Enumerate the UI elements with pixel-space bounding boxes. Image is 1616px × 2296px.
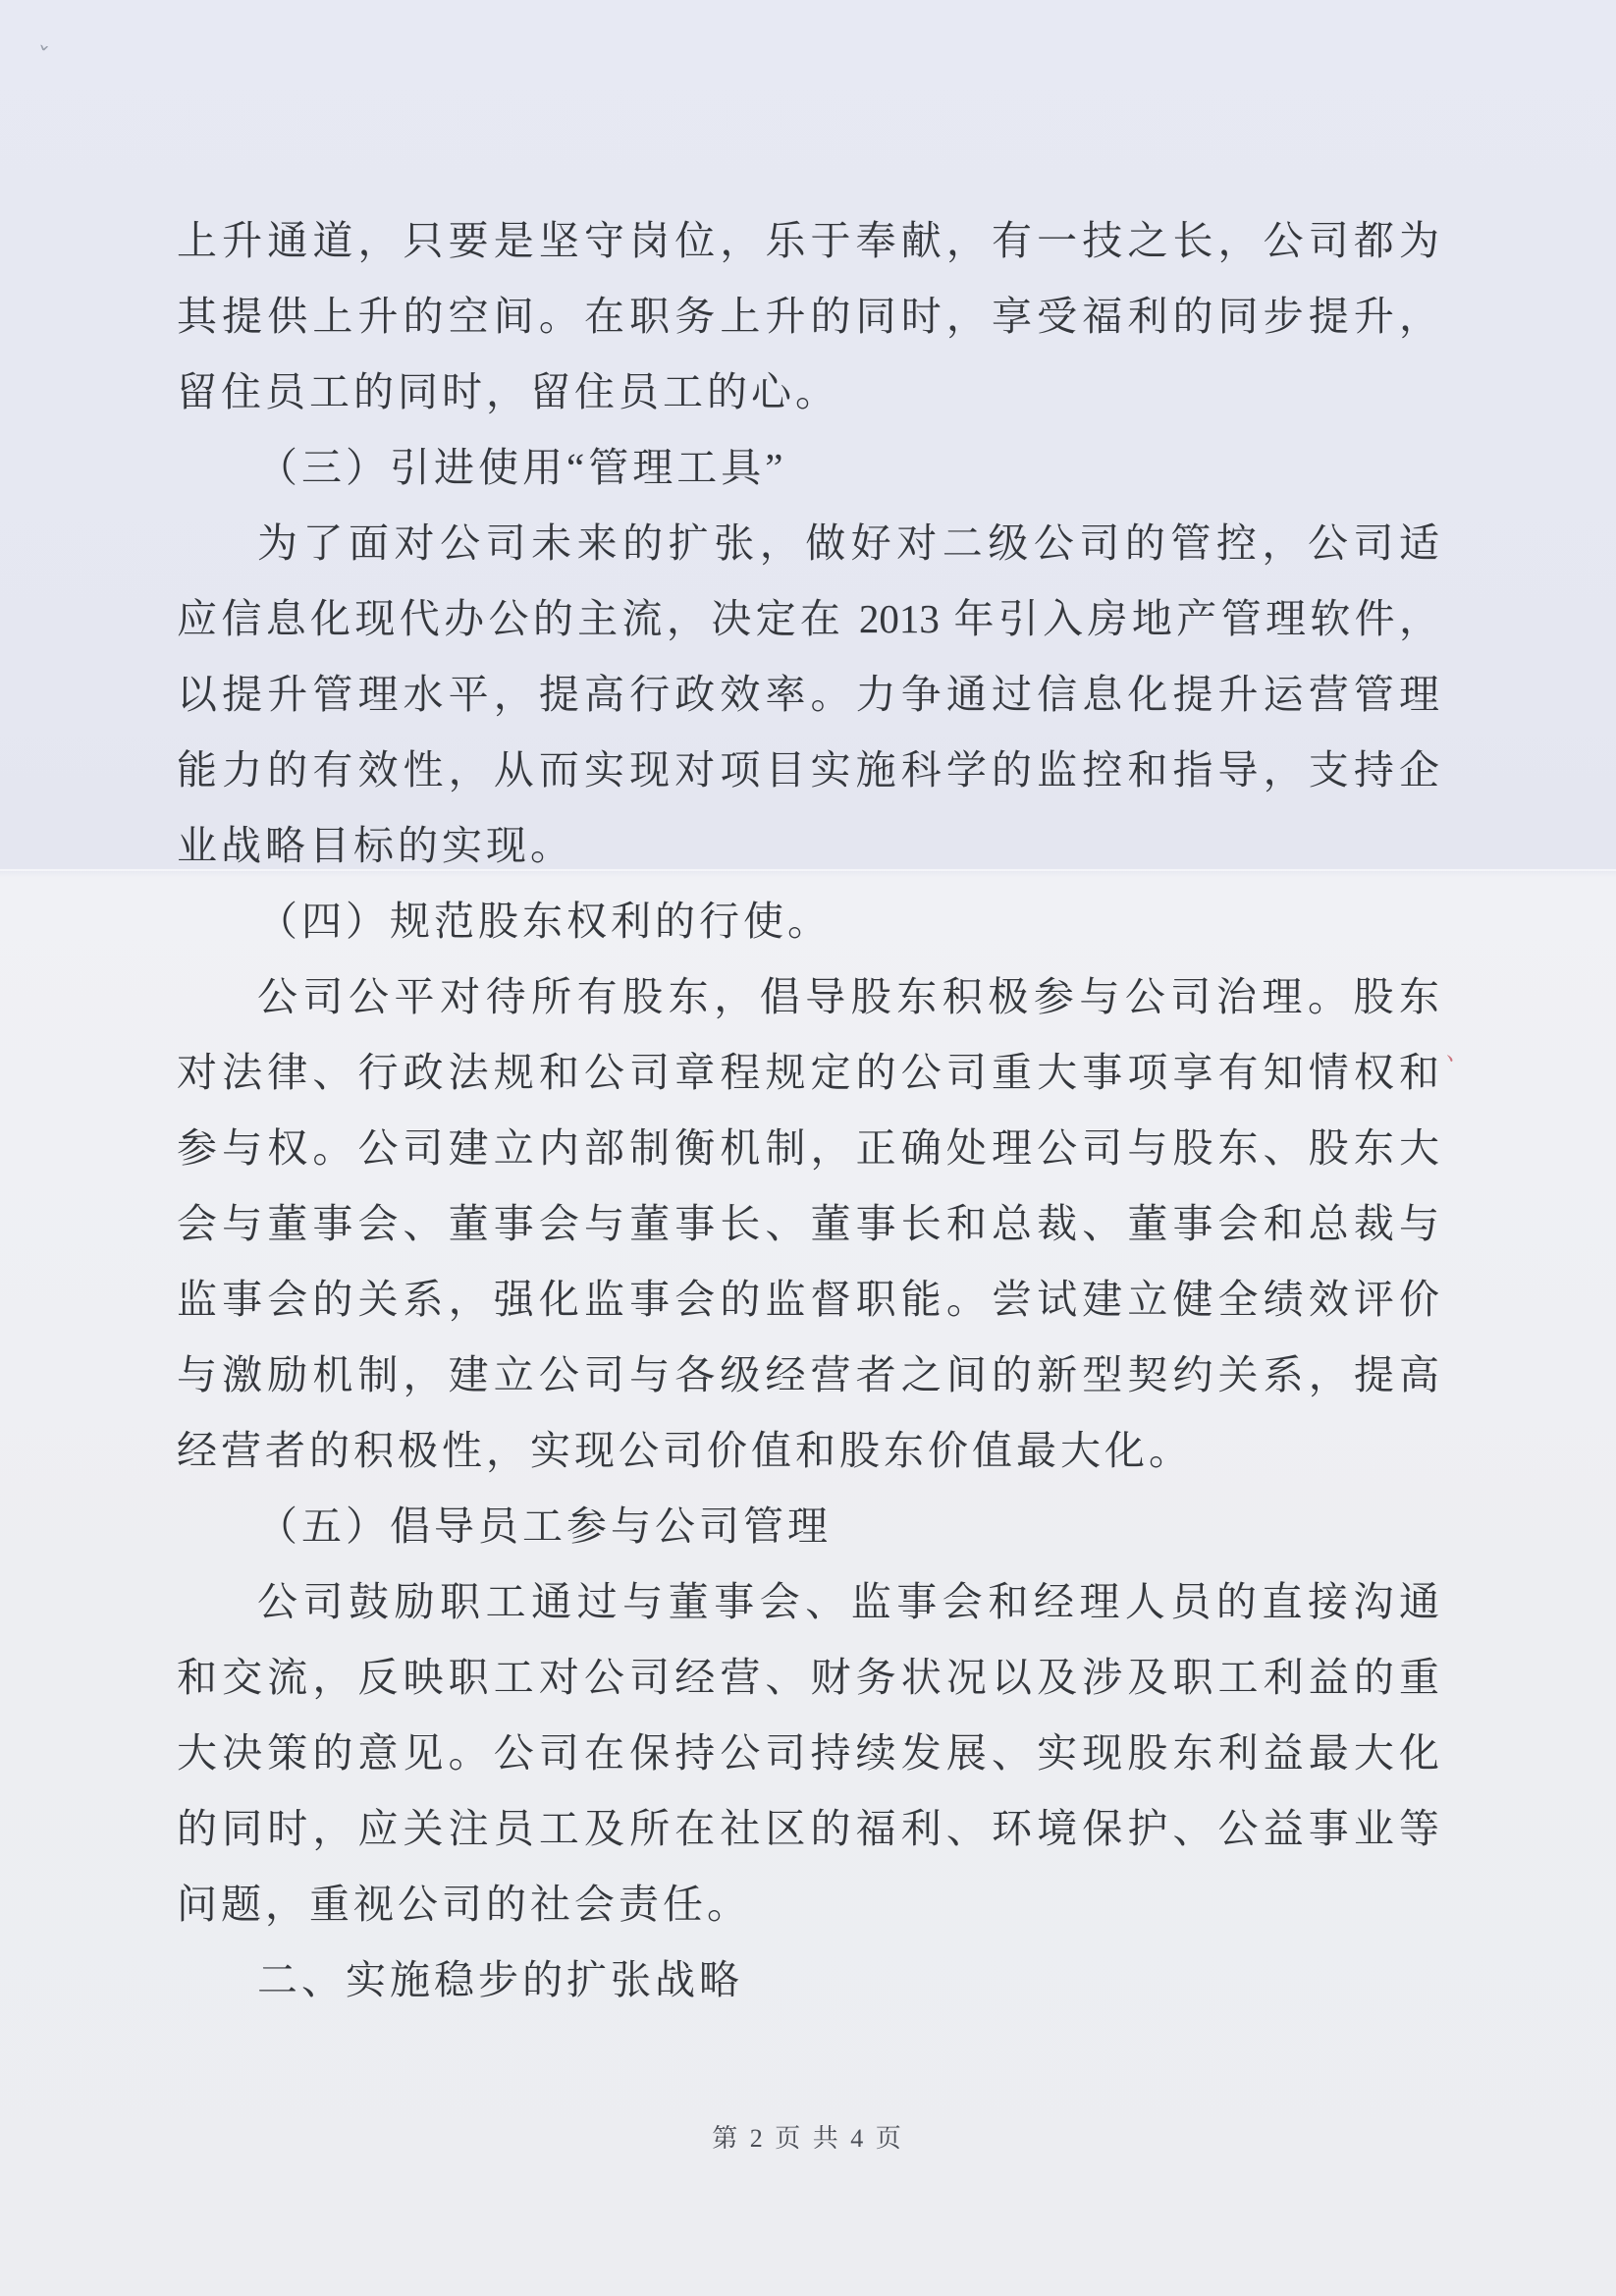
text-line: 大决策的意见。公司在保持公司持续发展、实现股东利益最大化: [177, 1730, 1439, 1776]
text-line: 经营者的积极性，实现公司价值和股东价值最大化。: [177, 1428, 1193, 1473]
page-footer: 第 2 页 共 4 页: [712, 2124, 904, 2153]
section-heading-5: （五）倡导员工参与公司管理: [257, 1503, 832, 1549]
text-line: 对法律、行政法规和公司章程规定的公司重大事项享有知情权和: [177, 1050, 1439, 1095]
text-line: 会与董事会、董事会与董事长、董事长和总裁、董事会和总裁与: [177, 1201, 1439, 1246]
text-line: 的同时，应关注员工及所在社区的福利、环境保护、公益事业等: [177, 1806, 1439, 1851]
stray-pen-mark-icon: ˇ: [32, 41, 51, 75]
text-line: 为了面对公司未来的扩张，做好对二级公司的管控，公司适: [257, 520, 1439, 566]
text-line: 以提升管理水平，提高行政效率。力争通过信息化提升运营管理: [177, 672, 1439, 717]
text-line: 其提供上升的空间。在职务上升的同时，享受福利的同步提升，: [177, 294, 1439, 339]
text-line: 业战略目标的实现。: [177, 823, 574, 868]
section-heading-2-major: 二、实施稳步的扩张战略: [257, 1957, 743, 2002]
red-ink-mark-icon: 、: [1444, 1039, 1473, 1068]
document-body: [177, 203, 1439, 2018]
text-line: 问题，重视公司的社会责任。: [177, 1882, 751, 1927]
text-line: 留住员工的同时，留住员工的心。: [177, 369, 839, 414]
text-line: 参与权。公司建立内部制衡机制，正确处理公司与股东、股东大: [177, 1125, 1439, 1171]
text-line: 与激励机制，建立公司与各级经营者之间的新型契约关系，提高: [177, 1352, 1439, 1397]
section-heading-3: （三）引进使用“管理工具”: [257, 445, 787, 490]
text-line: 能力的有效性，从而实现对项目实施科学的监控和指导，支持企: [177, 747, 1439, 793]
text-line: 上升通道，只要是坚守岗位，乐于奉献，有一技之长，公司都为: [177, 218, 1439, 263]
text-line: 和交流，反映职工对公司经营、财务状况以及涉及职工利益的重: [177, 1655, 1439, 1700]
text-line: 公司公平对待所有股东，倡导股东积极参与公司治理。股东: [257, 974, 1439, 1019]
text-line: 监事会的关系，强化监事会的监督职能。尝试建立健全绩效评价: [177, 1277, 1439, 1322]
text-line: 应信息化现代办公的主流，决定在 2013 年引入房地产管理软件，: [177, 596, 1439, 641]
section-heading-4: （四）规范股东权利的行使。: [257, 899, 832, 944]
text-line: 公司鼓励职工通过与董事会、监事会和经理人员的直接沟通: [257, 1579, 1439, 1624]
